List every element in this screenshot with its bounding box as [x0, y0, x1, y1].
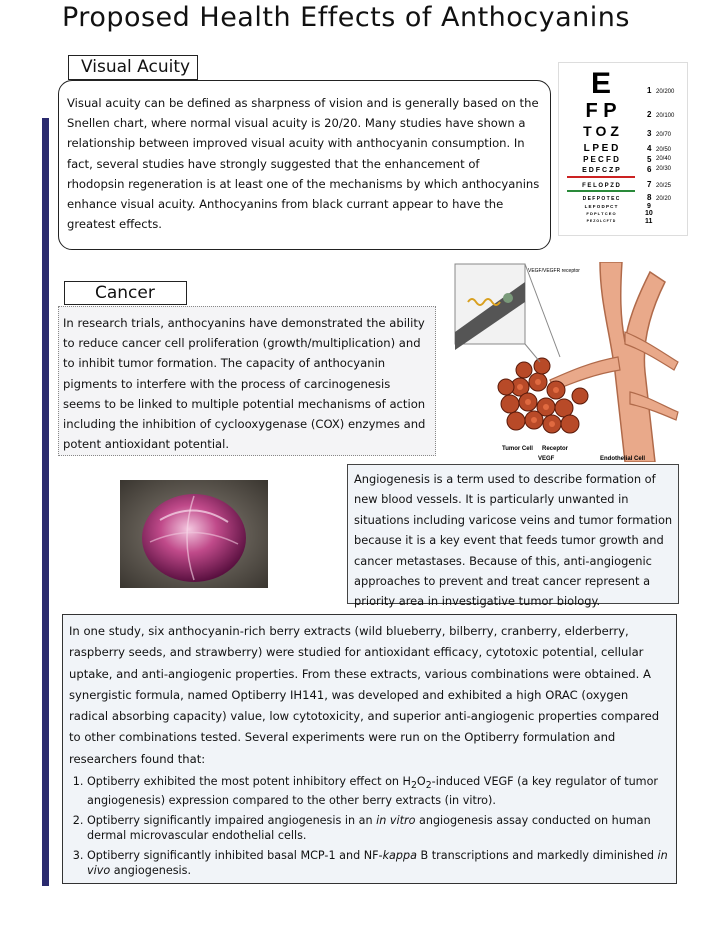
tumor-angiogenesis-illustration	[450, 262, 680, 462]
eyechart-row-9: L E F O D P C T	[584, 204, 618, 209]
eyechart-ratio-8: 20/20	[656, 196, 672, 202]
eyechart-num-8: 8	[647, 193, 652, 202]
eyechart-num-7: 7	[647, 180, 652, 189]
eyechart-ratio-6: 20/30	[656, 166, 672, 172]
eyechart-num-2: 2	[647, 110, 652, 119]
eyechart-row-5: P E C F D	[583, 155, 619, 164]
label-receptor: Receptor	[542, 446, 569, 452]
eyechart-num-6: 6	[647, 165, 652, 174]
left-accent-bar	[42, 118, 49, 886]
eyechart-row-6: E D F C Z P	[582, 167, 620, 174]
eyechart-row-7: F E L O P Z D	[582, 183, 620, 189]
study-intro-text: In one study, six anthocyanin-rich berry extracts (wild blueberry, bilberry, cranberry, elderberry, raspberry seeds, and strawberry) were studied for antioxidant efficacy, cytotoxic potential, cellular uptake, and anti-angiogenic properties. From these extracts, various combinations were obtained. A synergistic formula, named Optiberry IH141, was developed and exhibited a high ORAC (oxygen radical absorbing capacity) value, low cytotoxicity, and superior anti-angiogenic properties compared to other combinations tested. Several experiments were run on the Optiberry formulation and researchers found that:	[69, 624, 660, 766]
finding-3: 3. Optiberry significantly inhibited basal MCP-1 and NF-kappa B transcriptions and markedly diminished in vivo angiogenesis.	[87, 848, 668, 878]
optiberry-study-box	[62, 614, 677, 884]
eyechart-num-11: 11	[645, 218, 653, 225]
label-tumor-cell: Tumor Cell	[502, 446, 533, 452]
eyechart-num-9: 9	[647, 203, 651, 210]
eyechart-num-5: 5	[647, 155, 652, 164]
eyechart-row-2: F P	[585, 100, 617, 122]
eyechart-ratio-4: 20/50	[656, 147, 672, 153]
angiogenesis-text: Angiogenesis is a term used to describe formation of new blood vessels. It is particularly unwanted in situations including varicose veins and tumor formation because it is a key event that feeds tumor growth and cancer metastases. Because of this, anti-angiogenic approaches to prevent and treat cancer represent a priority area in investigative tumor biology.	[354, 472, 673, 609]
page-title: Proposed Health Effects of Anthocyanins	[62, 2, 630, 33]
eyechart-row-1: E	[590, 67, 612, 100]
cancer-text: In research trials, anthocyanins have demonstrated the ability to reduce cancer cell proliferation (growth/multiplication) and to inhibit tumor formation. The capacity of anthocyanin pigments to interfere with the process of carcinogenesis seems to be linked to multiple potential mechanisms of action including the inhibition of cyclooxygenase (COX) enzymes and potent antioxidant potential.	[63, 316, 426, 452]
visual-acuity-box	[58, 80, 551, 250]
eyechart-row-4: L P E D	[583, 143, 619, 154]
cancer-box	[58, 306, 436, 456]
eyechart-ratio-3: 20/70	[656, 132, 672, 138]
label-endothelial-cell: Endothelial Cell	[600, 456, 646, 462]
label-vegf: VEGF	[538, 456, 555, 462]
label-vegf-receptor: VEGF/VEGFR receptor	[528, 268, 580, 274]
eyechart-num-4: 4	[647, 144, 652, 153]
snellen-chart-image	[558, 62, 688, 236]
eyechart-row-10: F D P L T C E O	[586, 211, 616, 216]
eyechart-row-11: P E Z O L C F T D	[586, 219, 616, 223]
eyechart-num-3: 3	[647, 129, 652, 138]
eyechart-row-8: D E F P O T E C	[582, 196, 620, 202]
study-findings-list	[69, 774, 668, 878]
visual-acuity-text: Visual acuity can be defined as sharpness of vision and is generally based on the Snellen chart, where normal visual acuity is 20/20. Many studies have shown a relationship between improved visual acuity with anthocyanin consumption. In fact, several studies have strongly suggested that the enhancement of rhodopsin regeneration is at least one of the mechanisms by which anthocyanins enhance visual acuity. Anthocyanins from black currant appear to have the greatest effects.	[67, 96, 540, 232]
red-cabbage-photo	[120, 480, 268, 588]
eyechart-num-1: 1	[647, 86, 652, 95]
angiogenesis-box	[347, 464, 679, 609]
finding-2: 2. Optiberry significantly impaired angiogenesis in an in vitro angiogenesis assay conducted on human dermal microvascular endothelial cells.	[87, 813, 668, 843]
cancer-heading: Cancer	[64, 281, 187, 305]
eyechart-ratio-2: 20/100	[656, 113, 675, 119]
eyechart-num-10: 10	[645, 210, 653, 217]
visual-acuity-heading: Visual Acuity	[68, 55, 198, 80]
eyechart-row-3: T O Z	[583, 123, 619, 139]
eyechart-ratio-5: 20/40	[656, 156, 672, 162]
eyechart-ratio-1: 20/200	[656, 89, 675, 95]
eyechart-ratio-7: 20/25	[656, 183, 672, 189]
finding-1: 1. Optiberry exhibited the most potent inhibitory effect on $H_2O_2$-induced VEGF (a key regulator of tumor angiogenesis) expression compared to the other berry extracts (in vitro).	[87, 774, 668, 808]
